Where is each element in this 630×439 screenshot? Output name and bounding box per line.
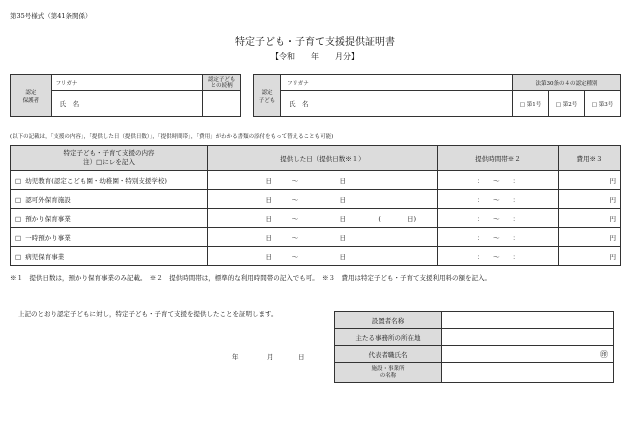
row-content[interactable]: [11, 190, 208, 209]
row-label: 一時預かり事業: [25, 233, 71, 242]
period: 【令和 年 月分】: [271, 52, 359, 61]
table-row: [11, 171, 621, 190]
provider-table: [334, 311, 614, 383]
provider-name-field[interactable]: [442, 312, 614, 329]
row-time[interactable]: ： 〜 ：: [438, 209, 559, 228]
type-option-2[interactable]: □ 第2号: [549, 91, 585, 117]
row-date[interactable]: [208, 228, 438, 247]
type-option-3[interactable]: □ 第3号: [585, 91, 621, 117]
row-cost[interactable]: 円: [559, 209, 621, 228]
row-label: 認可外保育施設: [25, 195, 71, 204]
header-content: [11, 146, 208, 171]
row-cost[interactable]: 円: [559, 190, 621, 209]
document-title: 特定子ども・子育て支援提供証明書: [235, 37, 395, 48]
type-option-1[interactable]: □ 第1号: [513, 91, 549, 117]
child-label: 認定 子ども: [254, 75, 281, 117]
row-label: 病児保育事業: [25, 252, 65, 261]
guardian-furigana[interactable]: [51, 75, 203, 91]
checkbox[interactable]: □: [15, 214, 22, 223]
representative-field[interactable]: [442, 346, 614, 363]
tilde: 〜: [291, 214, 299, 223]
date-from: 日: [265, 214, 272, 223]
header-cost: 費用※３: [559, 146, 621, 171]
date-month: 月: [267, 353, 274, 361]
certification-text: 上記のとおり認定子どもに対し，特定子ども・子育て支援を提供したことを証明します。: [18, 310, 278, 318]
date-from: 日: [265, 252, 272, 261]
row-time[interactable]: ： 〜 ：: [438, 171, 559, 190]
row-time[interactable]: ： 〜 ：: [438, 190, 559, 209]
row-label: 預かり保育事業: [25, 214, 71, 223]
checkbox[interactable]: □: [15, 176, 22, 185]
row-cost[interactable]: 円: [559, 171, 621, 190]
name-label: 氏 名: [59, 100, 80, 108]
date-from: 日: [265, 195, 272, 204]
office-address-field[interactable]: [442, 329, 614, 346]
row-date[interactable]: [208, 247, 438, 266]
row-content[interactable]: [11, 228, 208, 247]
footnote: ※１ 提供日数は，預かり保育事業のみ記載。 ※２ 提供時間帯は，標準的な利用時間帯の記入でも可。 ※３ 費用は特定子ども・子育て支援利用料の額を記入。: [10, 274, 491, 282]
facility-name-field[interactable]: [442, 363, 614, 383]
days-count: ( 日): [378, 214, 416, 223]
representative-label: 代表者職氏名: [335, 346, 442, 363]
header-content-line2: 注）□にレを記入: [83, 158, 135, 166]
date-to: 日: [339, 233, 346, 242]
row-date[interactable]: [208, 209, 438, 228]
child-box: [253, 74, 621, 117]
office-address-label: 主たる事務所の所在地: [335, 329, 442, 346]
header-time: 提供時間帯※２: [438, 146, 559, 171]
date-day: 日: [298, 353, 305, 361]
furigana-label: フリガナ: [287, 80, 309, 87]
row-date[interactable]: [208, 171, 438, 190]
date-to: 日: [339, 195, 346, 204]
table-row: [11, 228, 621, 247]
child-name-field[interactable]: [281, 91, 513, 117]
name-label: 氏 名: [289, 100, 309, 108]
relation-field[interactable]: [203, 91, 241, 117]
tilde: 〜: [291, 195, 299, 204]
checkbox[interactable]: □: [15, 195, 22, 204]
table-row: [11, 190, 621, 209]
row-cost[interactable]: 円: [559, 247, 621, 266]
form-number: 第35号様式（第41条関係）: [10, 12, 92, 20]
row-content[interactable]: [11, 209, 208, 228]
row-content[interactable]: [11, 247, 208, 266]
row-time[interactable]: ： 〜 ：: [438, 247, 559, 266]
row-label: 幼児教育(認定こども園・幼稚園・特別支援学校): [25, 176, 167, 185]
guardian-name-field[interactable]: [51, 91, 203, 117]
date-to: 日: [339, 214, 346, 223]
row-date[interactable]: [208, 190, 438, 209]
date-to: 日: [339, 176, 346, 185]
table-row: [11, 247, 621, 266]
certification-type-header: 法第30条の４の認定種別: [513, 75, 621, 91]
tilde: 〜: [291, 176, 299, 185]
guardian-box: [10, 74, 241, 117]
facility-name-label: 施設・事業所 の名称: [335, 363, 442, 383]
support-table: [10, 145, 621, 266]
relation-label: 認定子ども との続柄: [203, 75, 241, 91]
checkbox[interactable]: □: [15, 233, 22, 242]
row-time[interactable]: ： 〜 ：: [438, 228, 559, 247]
checkbox[interactable]: □: [15, 252, 22, 261]
date-year: 年: [232, 353, 239, 361]
date-to: 日: [339, 252, 346, 261]
row-content[interactable]: [11, 171, 208, 190]
child-furigana[interactable]: [281, 75, 513, 91]
provider-name-label: 設置者名称: [335, 312, 442, 329]
tilde: 〜: [291, 252, 299, 261]
header-date: 提供した日（提供日数※１）: [208, 146, 438, 171]
date-from: 日: [265, 233, 272, 242]
header-content-line1: 特定子ども・子育て支援の内容: [63, 149, 155, 157]
date-from: 日: [265, 176, 272, 185]
table-row: [11, 209, 621, 228]
row-cost[interactable]: 円: [559, 228, 621, 247]
seal-icon: ㊞: [600, 349, 608, 359]
furigana-label: フリガナ: [55, 80, 78, 87]
attachment-note: (以下の記載は，「支援の内容」，「提供した日（提供日数）」，「提供時間帯」，「費用」がわかる書類の添付をもって替えることも可能): [10, 134, 334, 140]
tilde: 〜: [291, 233, 299, 242]
guardian-label: 認定 保護者: [11, 75, 52, 117]
